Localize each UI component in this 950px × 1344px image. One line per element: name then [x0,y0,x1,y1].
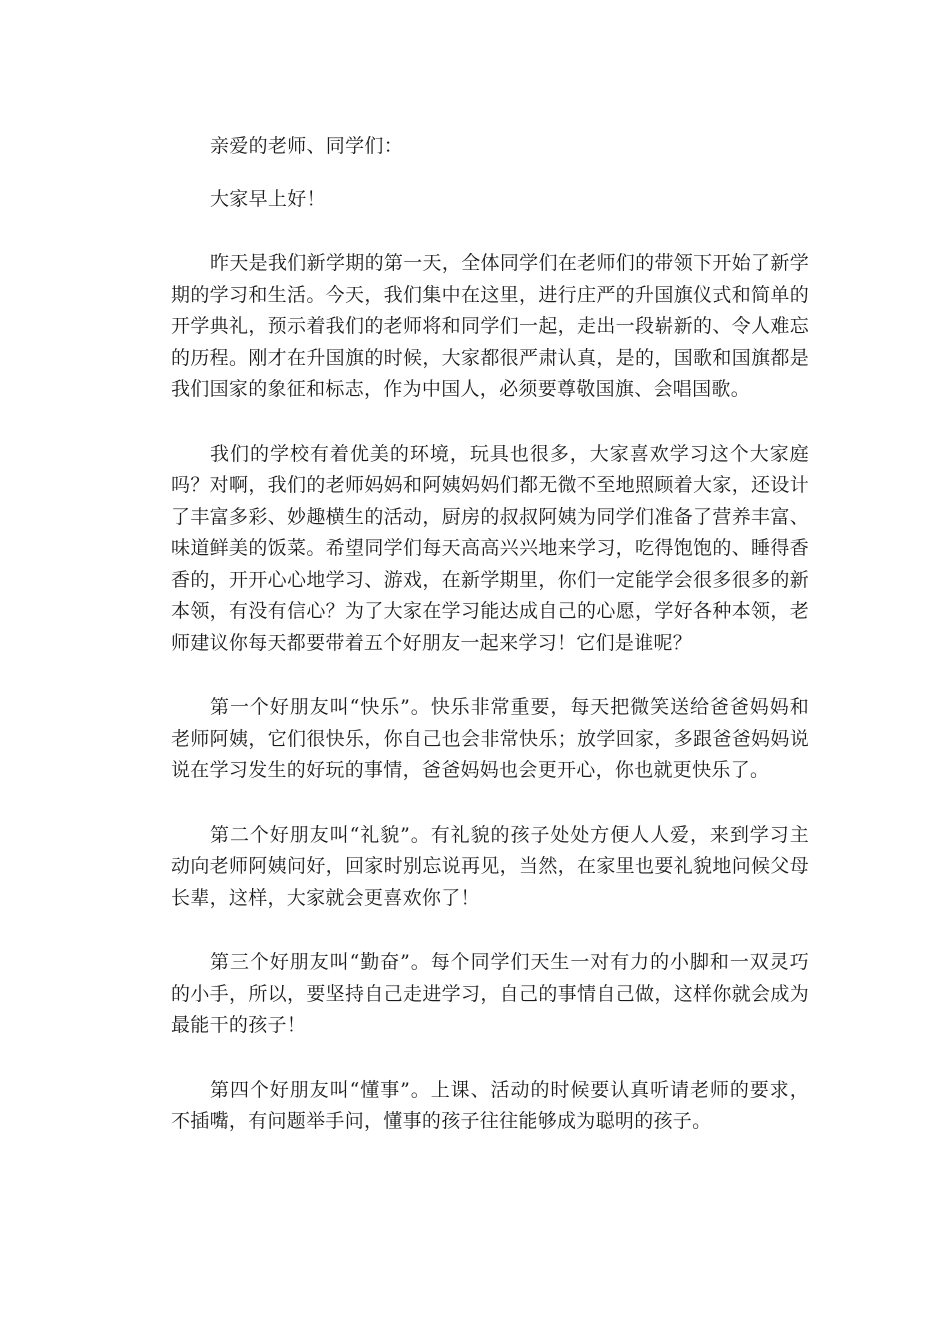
paragraph-friend-politeness: 第二个好朋友叫“礼貌”。有礼貌的孩子处处方便人人爱，来到学习主动向老师阿姨问好，回家时别忘说再见，当然，在家里也要礼貌地问候父母长辈，这样，大家就会更喜欢你了！ [171,823,809,909]
paragraph-school-life: 我们的学校有着优美的环境，玩具也很多，大家喜欢学习这个大家庭吗？对啊，我们的老师妈妈和阿姨妈妈们都无微不至地照顾着大家，还设计了丰富多彩、妙趣横生的活动，厨房的叔叔阿姨为同学们准备了营养丰富、味道鲜美的饭菜。希望同学们每天高高兴兴地来学习，吃得饱饱的、睡得香香的，开开心心地学习、游戏，在新学期里，你们一定能学会很多很多的新本领，有没有信心？为了大家在学习能达成自己的心愿，学好各种本领，老师建议你每天都要带着五个好朋友一起来学习！它们是谁呢？ [171,442,809,654]
salutation: 亲爱的老师、同学们： [210,135,404,157]
paragraph-flag-ceremony: 昨天是我们新学期的第一天，全体同学们在老师们的带领下开始了新学期的学习和生活。今天，我们集中在这里，进行庄严的升国旗仪式和简单的开学典礼，预示着我们的老师将和同学们一起，走出一段崭新的、令人难忘的历程。刚才在升国旗的时候，大家都很严肃认真，是的，国歌和国旗都是我们国家的象征和标志，作为中国人，必须要尊敬国旗、会唱国歌。 [171,252,809,400]
document-page [171,131,809,1171]
paragraph-friend-happiness: 第一个好朋友叫“快乐”。快乐非常重要，每天把微笑送给爸爸妈妈和老师阿姨，它们很快乐，你自己也会非常快乐；放学回家，多跟爸爸妈妈说说在学习发生的好玩的事情，爸爸妈妈也会更开心，你也就更快乐了。 [171,696,809,781]
paragraph-friend-sensible: 第四个好朋友叫“懂事”。上课、活动的时候要认真听请老师的要求，不插嘴，有问题举手问，懂事的孩子往往能够成为聪明的孩子。 [171,1078,809,1132]
greeting: 大家早上好！ [210,187,326,210]
paragraph-friend-diligence: 第三个好朋友叫“勤奋”。每个同学们天生一对有力的小脚和一双灵巧的小手，所以，要坚持自己走进学习，自己的事情自己做，这样你就会成为最能干的孩子！ [171,951,809,1036]
